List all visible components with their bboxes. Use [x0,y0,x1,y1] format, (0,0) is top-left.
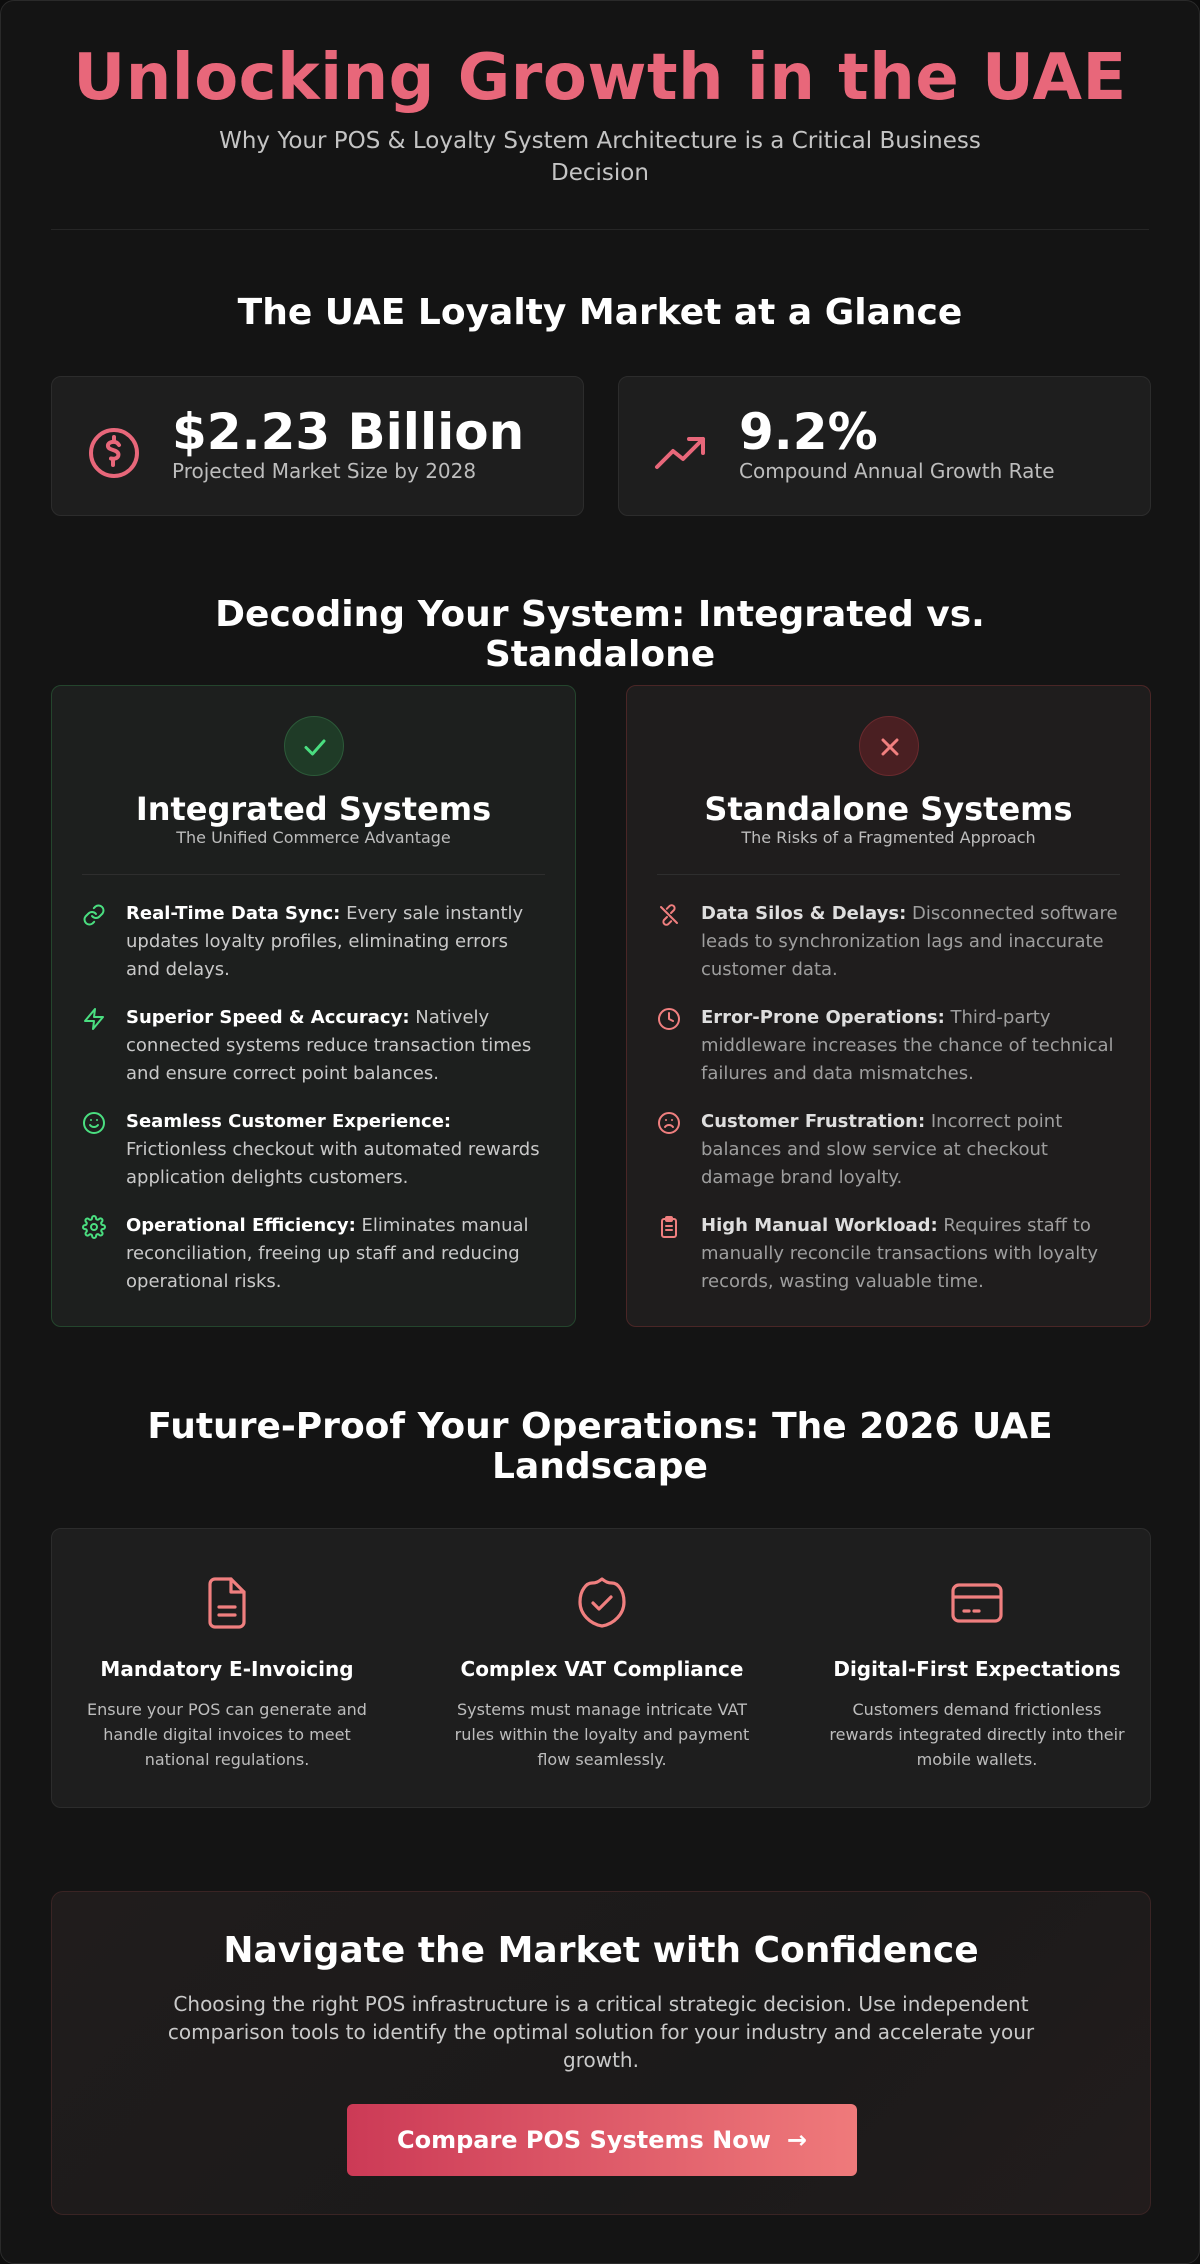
broken-link-icon [657,903,681,927]
feature-title: High Manual Workload: [701,1215,938,1236]
feature-item [82,1212,545,1302]
feature-title: Customer Frustration: [701,1111,926,1132]
feature-description: Disconnected software leads to synchronization lags and inaccurate customer data. [701,903,1118,980]
feature-title: Seamless Customer Experience: [126,1111,452,1132]
feature-description: Frictionless checkout with automated rewards application delights customers. [126,1139,540,1188]
integrated-systems-card [51,685,576,1327]
page-title: Unlocking Growth in the UAE [73,41,1127,115]
future-item-description: Systems must manage intricate VAT rules within the loyalty and payment flow seamlessly. [454,1700,750,1769]
cta-card [51,1891,1151,2215]
feature-text [126,1108,545,1192]
feature-item [657,900,1120,990]
card-divider [657,874,1120,875]
future-item-title: Digital-First Expectations [833,1657,1121,1681]
gear-icon [82,1215,106,1239]
card-divider [82,874,545,875]
feature-text [701,1004,1120,1088]
stat-value: 9.2% [739,403,878,461]
verified-badge-icon [572,1573,632,1633]
feature-title: Error-Prone Operations: [701,1007,945,1028]
clipboard-icon [657,1215,681,1239]
clock-icon [657,1007,681,1031]
feature-title: Superior Speed & Accuracy: [126,1007,410,1028]
integrated-subtitle: The Unified Commerce Advantage [176,828,451,847]
standalone-title: Standalone Systems [704,790,1073,828]
feature-text [701,1212,1120,1296]
credit-card-icon [947,1573,1007,1633]
integrated-title: Integrated Systems [135,790,492,828]
future-item-description: Customers demand frictionless rewards integrated directly into their mobile wallets. [829,1700,1125,1769]
feature-text [126,1212,545,1296]
dollar-icon [86,425,142,481]
feature-item [657,1004,1120,1094]
market-section-title: The UAE Loyalty Market at a Glance [237,292,963,333]
feature-title: Operational Efficiency: [126,1215,356,1236]
future-item-title: Complex VAT Compliance [460,1657,744,1681]
trending-up-icon [653,425,709,481]
smile-icon [82,1111,106,1135]
stat-card-market-size [51,376,584,516]
check-badge [284,716,344,776]
check-icon [300,732,330,762]
feature-title: Real-Time Data Sync: [126,903,341,924]
feature-description: Requires staff to manually reconcile transactions with loyalty records, wasting valuable time. [701,1215,1098,1292]
standalone-subtitle: The Risks of a Fragmented Approach [741,828,1036,847]
feature-description: Every sale instantly updates loyalty profiles, eliminating errors and delays. [126,903,524,980]
future-card [51,1528,1151,1808]
feature-title: Data Silos & Delays: [701,903,907,924]
feature-item [82,900,545,990]
feature-text [701,900,1120,984]
feature-item [657,1108,1120,1198]
document-icon [197,1573,257,1633]
standalone-systems-card [626,685,1151,1327]
x-badge [859,716,919,776]
cta-button-label: Compare POS Systems Now [396,2126,771,2154]
link-icon [82,903,106,927]
compare-pos-button[interactable] [347,2104,857,2176]
future-section-title: Future-Proof Your Operations: The 2026 UAE Landscape [147,1406,1053,1487]
stat-label: Compound Annual Growth Rate [739,459,1055,483]
feature-description: Eliminates manual reconciliation, freeing up staff and reducing operational risks. [126,1215,529,1292]
feature-description: Incorrect point balances and slow service at checkout damage brand loyalty. [701,1111,1063,1188]
feature-text [701,1108,1120,1192]
feature-item [657,1212,1120,1302]
cta-title: Navigate the Market with Confidence [223,1930,979,1971]
stat-card-growth-rate [618,376,1151,516]
comparison-section-title: Decoding Your System: Integrated vs. Standalone [215,594,985,675]
frown-icon [657,1111,681,1135]
arrow-right-icon: → [786,2126,808,2154]
feature-description: Natively connected systems reduce transaction times and ensure correct point balances. [126,1007,532,1084]
stat-value: $2.23 Billion [172,403,525,461]
feature-text [126,1004,545,1088]
lightning-icon [82,1007,106,1031]
future-item-description: Ensure your POS can generate and handle digital invoices to meet national regulations. [87,1700,367,1769]
future-item-title: Mandatory E-Invoicing [100,1657,354,1681]
feature-description: Third-party middleware increases the chance of technical failures and data mismatches. [701,1007,1114,1084]
feature-text [126,900,545,984]
cta-description: Choosing the right POS infrastructure is a critical strategic decision. Use independent comparison tools to identify the optimal solution for your industry and accelerate your growth. [167,1992,1035,2072]
x-icon [875,732,905,762]
stat-label: Projected Market Size by 2028 [172,459,477,483]
feature-item [82,1004,545,1094]
page-subtitle: Why Your POS & Loyalty System Architecture is a Critical Business Decision [219,128,981,186]
feature-item [82,1108,545,1198]
header-divider [51,229,1149,230]
